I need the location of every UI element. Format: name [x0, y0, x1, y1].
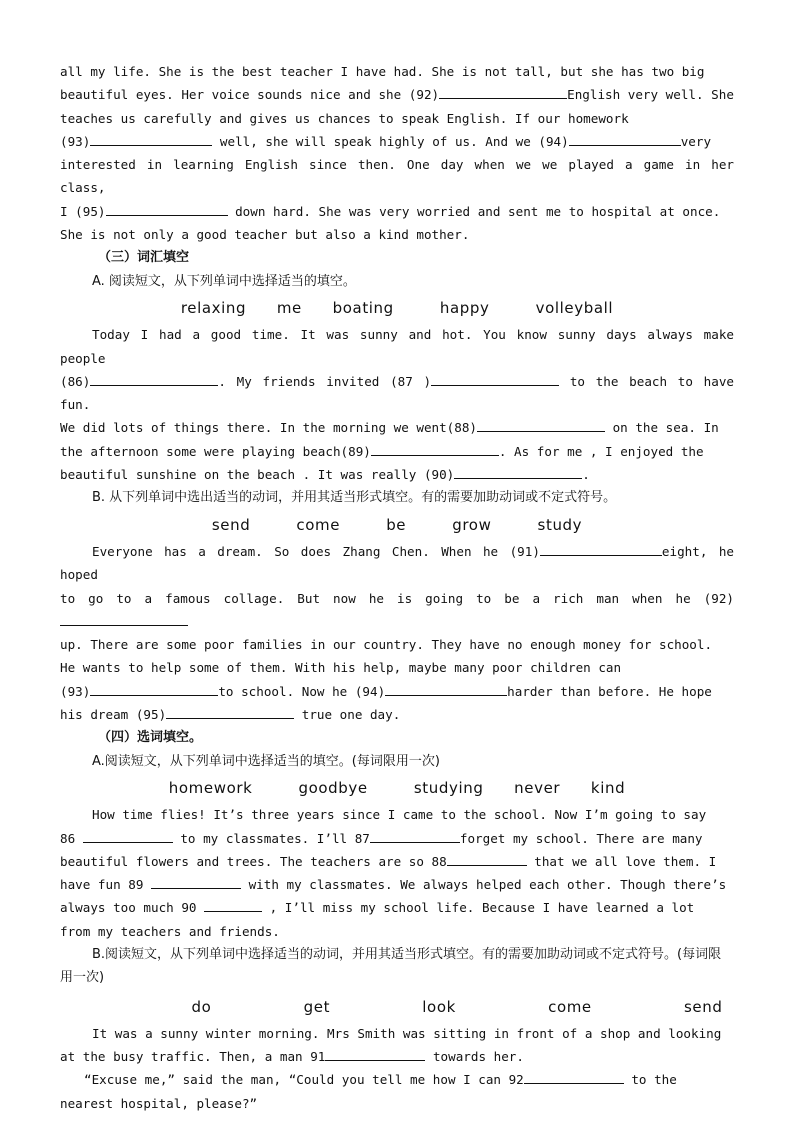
- text-line: interested in learning English since then. One day when we we played a game in her class,: [60, 157, 734, 196]
- instruction-4a: A.阅读短文，从下列单词中选择适当的填空。(每词限用一次): [92, 753, 440, 769]
- instruction-a: A. 阅读短文，从下列单词中选择适当的填空。: [92, 273, 356, 289]
- answer-blank-4-86[interactable]: [83, 828, 173, 843]
- instruction-b: B. 从下列单词中选出适当的动词，并用其适当形式填空。有的需要加助动词或不定式符号。: [92, 490, 617, 506]
- text-line: He wants to help some of them. With his help, maybe many poor children can: [60, 660, 622, 676]
- answer-blank-4-87[interactable]: [370, 828, 460, 843]
- text-line: “Excuse me,” said the man, “Could you tell me how I can 92 to the: [60, 1068, 734, 1091]
- text-line: Everyone has a dream. So does Zhang Chen. When he (91) eight, he hoped: [60, 540, 734, 587]
- answer-blank-87[interactable]: [431, 371, 559, 386]
- text-line: from my teachers and friends.: [60, 923, 280, 939]
- answer-blank-4-90[interactable]: [204, 897, 262, 912]
- passage-3b: [60, 540, 734, 726]
- text-line: How time flies! It’s three years since I came to the school. Now I’m going to say: [92, 807, 707, 823]
- document-page: [60, 60, 734, 1115]
- text-line: have fun 89 with my classmates. We always helped each other. Though there’s: [60, 873, 734, 896]
- answer-blank-88[interactable]: [477, 417, 605, 432]
- passage-3a: [60, 323, 734, 486]
- text-line: at the busy traffic. Then, a man 91 towards her.: [60, 1045, 734, 1068]
- text-line: We did lots of things there. In the morning we went(88) on the sea. In: [60, 416, 734, 439]
- text-line: to go to a famous collage. But now he is going to be a rich man when he (92): [60, 587, 734, 634]
- answer-blank-95b[interactable]: [166, 704, 294, 719]
- text-line: It was a sunny winter morning. Mrs Smith was sitting in front of a shop and looking: [92, 1025, 722, 1041]
- text-line: his dream (95) true one day.: [60, 703, 734, 726]
- answer-blank-94b[interactable]: [385, 681, 507, 696]
- answer-blank-92b[interactable]: [60, 611, 188, 626]
- answer-blank-89[interactable]: [371, 441, 499, 456]
- answer-blank-95[interactable]: [106, 201, 228, 216]
- section-heading-3: （三）词汇填空: [98, 250, 190, 266]
- section-heading-4: （四）选词填空。: [98, 730, 203, 746]
- text-line: I (95) down hard. She was very worried and sent me to hospital at once.: [60, 200, 734, 223]
- answer-blank-4-92[interactable]: [524, 1069, 624, 1084]
- instruction-4b: B.阅读短文，从下列单词中选择适当的动词，并用其适当形式填空。有的需要加助动词或不定式符号。(每词限用一次): [60, 946, 722, 986]
- text-line: the afternoon some were playing beach(89) . As for me , I enjoyed the: [60, 440, 734, 463]
- answer-blank-92[interactable]: [439, 84, 567, 99]
- text-line: beautiful sunshine on the beach . It was really (90) .: [60, 463, 734, 486]
- text-line: nearest hospital, please?”: [60, 1095, 258, 1111]
- answer-blank-93b[interactable]: [90, 681, 218, 696]
- text-line: up. There are some poor families in our country. They have no enough money for school.: [60, 637, 713, 653]
- answer-blank-86[interactable]: [90, 371, 218, 386]
- answer-blank-91[interactable]: [540, 541, 662, 556]
- word-bank-4a: homework goodbye studying never kind: [168, 778, 626, 797]
- text-line: beautiful eyes. Her voice sounds nice and she (92) English very well. She: [60, 83, 734, 106]
- text-line: all my life. She is the best teacher I have had. She is not tall, but she has two big: [60, 64, 705, 79]
- answer-blank-90[interactable]: [454, 464, 582, 479]
- intro-paragraph: [60, 60, 734, 246]
- text-line: (93) well, she will speak highly of us. And we (94) very: [60, 130, 734, 153]
- text-line: always too much 90 , I’ll miss my school life. Because I have learned a lot: [60, 896, 734, 919]
- passage-4a: [60, 803, 734, 943]
- passage-4b: [60, 1022, 734, 1115]
- text-line: (86) . My friends invited (87 ) to the beach to have fun.: [60, 370, 734, 417]
- answer-blank-4-89[interactable]: [151, 874, 241, 889]
- word-bank-a: relaxing me boating happy volleyball: [180, 298, 614, 317]
- answer-blank-4-91[interactable]: [325, 1046, 425, 1061]
- answer-blank-94[interactable]: [569, 131, 681, 146]
- text-line: teaches us carefully and gives us chances to speak English. If our homework: [60, 110, 629, 126]
- answer-blank-4-88[interactable]: [447, 851, 527, 866]
- word-bank-b: send come be grow study: [211, 515, 583, 534]
- text-line: (93) to school. Now he (94) harder than before. He hope: [60, 680, 734, 703]
- text-line: beautiful flowers and trees. The teachers are so 88 that we all love them. I: [60, 850, 734, 873]
- word-bank-4b: do get look come send: [191, 997, 723, 1016]
- text-line: Today I had a good time. It was sunny and hot. You know sunny days always make people: [60, 327, 734, 366]
- text-line: She is not only a good teacher but also a kind mother.: [60, 227, 470, 243]
- answer-blank-93[interactable]: [90, 131, 212, 146]
- text-line: 86 to my classmates. I’ll 87 forget my school. There are many: [60, 827, 734, 850]
